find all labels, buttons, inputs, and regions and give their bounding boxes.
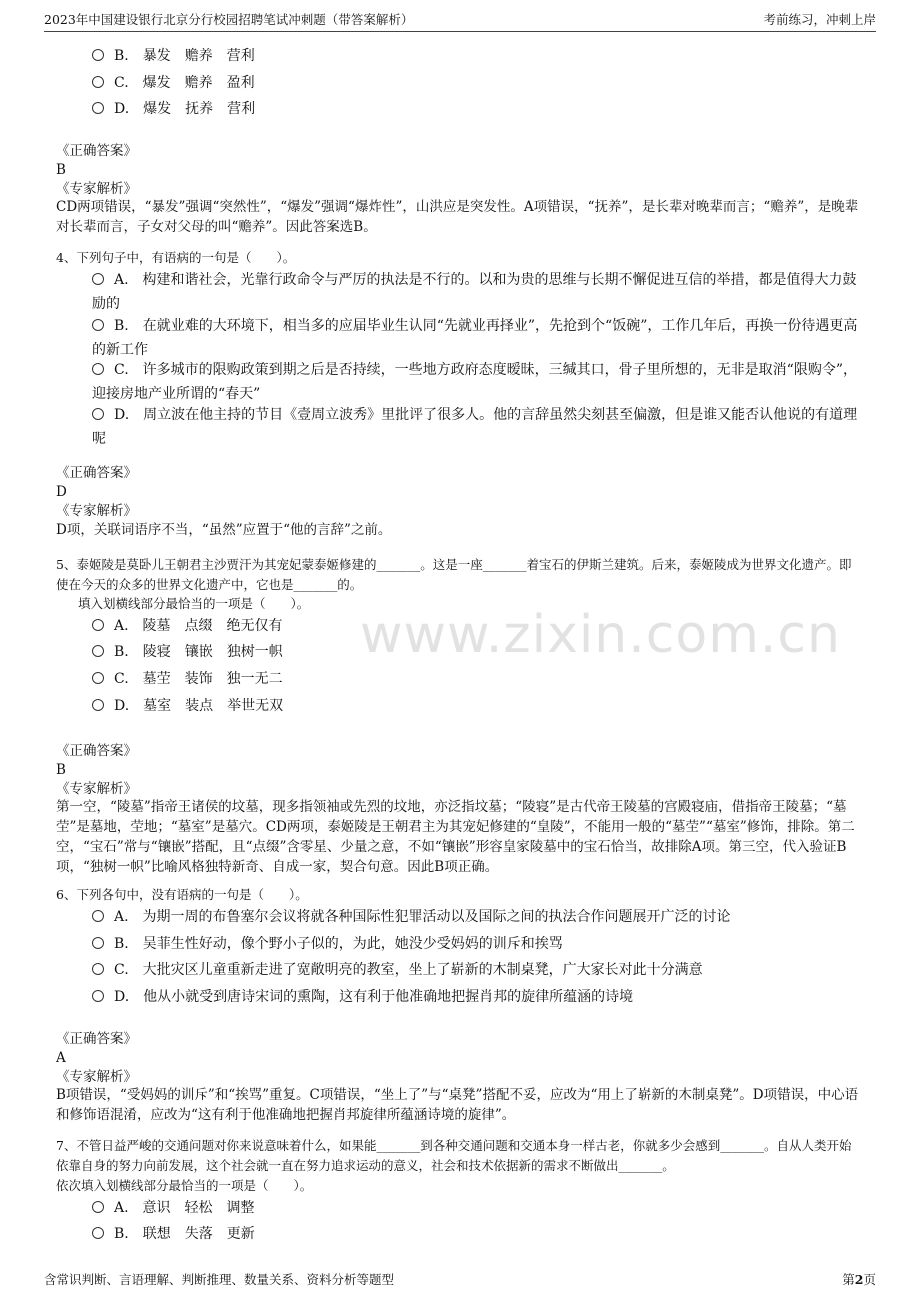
answer-label: 《正确答案》 xyxy=(56,1031,137,1047)
radio-icon[interactable] xyxy=(92,963,104,975)
analysis-label: 《专家解析》 xyxy=(56,1069,137,1085)
radio-icon[interactable] xyxy=(92,408,104,420)
page-header xyxy=(44,10,876,32)
answer-value: B xyxy=(56,762,66,778)
radio-icon[interactable] xyxy=(92,672,104,684)
option-q7-a[interactable]: A. 意识 轻松 调整 xyxy=(92,1196,867,1220)
option-q4-d[interactable]: D. 周立波在他主持的节目《壹周立波秀》里批评了很多人。他的言辞虽然尖刻甚至偏激，但是谁又能否认他说的有道理呢 xyxy=(92,407,858,447)
watermark: www.zixin.com.cn xyxy=(360,605,841,665)
option-q4-a[interactable]: A. 构建和谐社会，光靠行政命令与严厉的执法是不行的。以和为贵的思维与长期不懈促进互信的举措，都是值得大力鼓励的 xyxy=(92,272,857,312)
question-stem: 7、不管日益严峻的交通问题对你来说意味着什么，如果能_______到各种交通问题和交通本身一样古老，你就多少会感到_______。自从人类开始依靠自身的努力向前发展，这个社会就一直在努力追求运动的意义，社会和技术依据新的需求不断做出_______。 xyxy=(56,1138,852,1173)
option-q5-c[interactable]: C. 墓茔 装饰 独一无二 xyxy=(92,667,867,691)
answer-label: 《正确答案》 xyxy=(56,743,137,759)
option-q6-a[interactable]: A. 为期一周的布鲁塞尔会议将就各种国际性犯罪活动以及国际之间的执法合作问题展开广泛的讨论 xyxy=(92,905,867,929)
answer-label: 《正确答案》 xyxy=(56,465,137,481)
analysis-text: CD两项错误，“暴发”强调“突然性”，“爆发”强调“爆炸性”，山洪应是突发性。A项错误，“抚养”，是长辈对晚辈而言；“赡养”，是晚辈对长辈而言，子女对父母的叫“赡养”。因此答案选B。 xyxy=(56,199,859,235)
radio-icon[interactable] xyxy=(92,102,104,114)
analysis-text: D项，关联词语序不当，“虽然”应置于“他的言辞”之前。 xyxy=(56,522,392,538)
radio-icon[interactable] xyxy=(92,910,104,922)
option-q3-d[interactable]: D. 爆发 抚养 营利 xyxy=(92,97,867,121)
question-instruction: 填入划横线部分最恰当的一项是（ ）。 xyxy=(78,596,310,611)
question-instruction: 依次填入划横线部分最恰当的一项是（ ）。 xyxy=(56,1178,313,1193)
document-title: 2023年中国建设银行北京分行校园招聘笔试冲刺题（带答案解析） xyxy=(44,12,414,27)
page-number: 第2页 xyxy=(842,1272,876,1287)
option-q6-d[interactable]: D. 他从小就受到唐诗宋词的熏陶，这有利于他准确地把握肖邦的旋律所蕴涵的诗境 xyxy=(92,985,867,1009)
option-q5-d[interactable]: D. 墓室 装点 举世无双 xyxy=(92,694,867,718)
analysis-label: 《专家解析》 xyxy=(56,503,137,519)
option-q6-c[interactable]: C. 大批灾区儿童重新走进了宽敞明亮的教室，坐上了崭新的木制桌凳，广大家长对此十分满意 xyxy=(92,958,867,982)
analysis-text: B项错误，“受妈妈的训斥”和“挨骂”重复。C项错误，“坐上了”与“桌凳”搭配不妥，应改为“用上了崭新的木制桌凳”。D项错误，中心语和修饰语混淆，应改为“这有利于他准确地把握肖邦旋律所蕴涵诗境的旋律”。 xyxy=(56,1087,859,1123)
radio-icon[interactable] xyxy=(92,937,104,949)
radio-icon[interactable] xyxy=(92,1201,104,1213)
footer-description: 含常识判断、言语理解、判断推理、数量关系、资料分析等题型 xyxy=(44,1272,395,1287)
option-q5-a[interactable]: A. 陵墓 点缀 绝无仅有 xyxy=(92,614,867,638)
page-footer xyxy=(44,1270,876,1288)
answer-value: A xyxy=(56,1050,66,1066)
answer-label: 《正确答案》 xyxy=(56,143,137,159)
option-q3-c[interactable]: C. 爆发 赡养 盈利 xyxy=(92,71,867,95)
radio-icon[interactable] xyxy=(92,273,104,285)
option-q6-b[interactable]: B. 吴菲生性好动，像个野小子似的，为此，她没少受妈妈的训斥和挨骂 xyxy=(92,932,867,956)
radio-icon[interactable] xyxy=(92,49,104,61)
question-stem: 6、下列各句中，没有语病的一句是（ ）。 xyxy=(56,887,308,902)
option-q4-b[interactable]: B. 在就业难的大环境下，相当多的应届毕业生认同“先就业再择业”，先抢到个“饭碗”，工作几年后，再换一份待遇更高的新工作 xyxy=(92,318,858,358)
header-slogan: 考前练习，冲刺上岸 xyxy=(763,12,876,27)
radio-icon[interactable] xyxy=(92,76,104,88)
analysis-label: 《专家解析》 xyxy=(56,781,137,797)
radio-icon[interactable] xyxy=(92,319,104,331)
option-q5-b[interactable]: B. 陵寝 镶嵌 独树一帜 xyxy=(92,640,867,664)
radio-icon[interactable] xyxy=(92,363,104,375)
answer-value: D xyxy=(56,484,67,500)
answer-value: B xyxy=(56,162,66,178)
radio-icon[interactable] xyxy=(92,699,104,711)
radio-icon[interactable] xyxy=(92,1227,104,1239)
question-stem: 4、下列句子中，有语病的一句是（ ）。 xyxy=(56,250,296,265)
radio-icon[interactable] xyxy=(92,619,104,631)
analysis-text: 第一空，“陵墓”指帝王诸侯的坟墓，现多指领袖或先烈的坟地，亦泛指坟墓；“陵寝”是古代帝王陵墓的宫殿寝庙，借指帝王陵墓；“墓茔”是墓地，茔地；“墓室”是墓穴。CD两项，泰姬陵是王朝君主为其宠妃修建的“皇陵”，不能用一般的“墓茔”“墓室”修饰，排除。第二空，“宝石”常与“镶嵌”搭配，且“点缀”含零星、少量之意，不如“镶嵌”形容皇家陵墓中的宝石恰当，故排除A项。第三空，代入验证B项，“独树一帜”比喻风格独特新奇、自成一家，契合句意。因此B项正确。 xyxy=(56,799,855,875)
option-q7-b[interactable]: B. 联想 失落 更新 xyxy=(92,1222,867,1246)
question-stem: 5、泰姬陵是莫卧儿王朝君主沙贾汗为其宠妃蒙泰姬修建的_______。这是一座_______着宝石的伊斯兰建筑。后来，泰姬陵成为世界文化遗产。即使在今天的众多的世界文化遗产中，它也是_______的。 xyxy=(56,557,852,592)
option-q3-b[interactable]: B. 暴发 赡养 营利 xyxy=(92,44,867,68)
radio-icon[interactable] xyxy=(92,990,104,1002)
analysis-label: 《专家解析》 xyxy=(56,181,137,197)
option-q4-c[interactable]: C. 许多城市的限购政策到期之后是否持续，一些地方政府态度暧昧，三缄其口，骨子里所想的，无非是取消“限购令”，迎接房地产业所谓的“春天” xyxy=(92,362,857,402)
radio-icon[interactable] xyxy=(92,645,104,657)
